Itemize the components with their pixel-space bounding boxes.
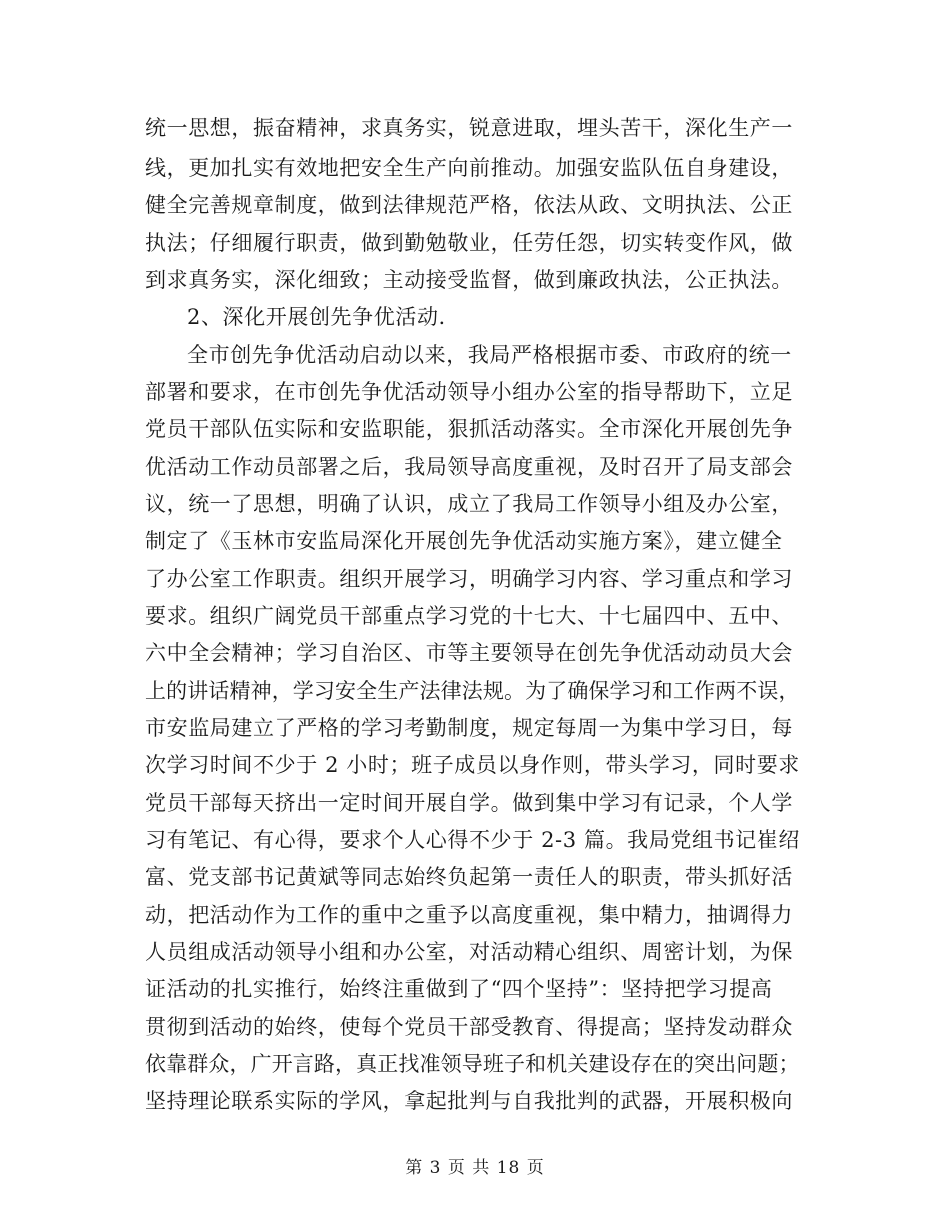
section-heading: 2、深化开展创先争优活动. bbox=[187, 305, 446, 329]
body-text-line: 线，更加扎实有效地把安全生产向前推动。加强安监队伍自身建设， bbox=[145, 156, 793, 180]
body-text-line: 依靠群众，广开言路，真正找准领导班子和机关建设存在的突出问题； bbox=[145, 1052, 800, 1076]
page-number-footer: 第 3 页 共 18 页 bbox=[405, 1158, 545, 1178]
body-text-line: 统一思想，振奋精神，求真务实，锐意进取，埋头苦干，深化生产一 bbox=[145, 116, 793, 140]
body-text-line: 了办公室工作职责。组织开展学习，明确学习内容、学习重点和学习 bbox=[145, 567, 793, 591]
body-text-line: 执法；仔细履行职责，做到勤勉敬业，任劳任怨，切实转变作风，做 bbox=[145, 231, 793, 255]
body-text-line: 党员干部每天挤出一定时间开展自学。做到集中学习有记录，个人学 bbox=[145, 791, 793, 815]
body-text-line: 富、党支部书记黄斌等同志始终负起第一责任人的职责，带头抓好活 bbox=[145, 865, 793, 889]
body-text-line: 优活动工作动员部署之后，我局领导高度重视，及时召开了局支部会 bbox=[145, 455, 793, 479]
body-text-line: 上的讲话精神，学习安全生产法律法规。为了确保学习和工作两不误， bbox=[145, 679, 800, 703]
body-text-line: 次学习时间不少于 2 小时；班子成员以身作则，带头学习，同时要求 bbox=[145, 753, 800, 777]
body-text-line: 部署和要求，在市创先争优活动领导小组办公室的指导帮助下，立足 bbox=[145, 380, 793, 404]
body-text-line: 到求真务实，深化细致；主动接受监督，做到廉政执法，公正执法。 bbox=[145, 268, 793, 292]
body-text-line: 动，把活动作为工作的重中之重予以高度重视，集中精力，抽调得力 bbox=[145, 903, 793, 927]
body-text-line: 六中全会精神；学习自治区、市等主要领导在创先争优活动动员大会 bbox=[145, 641, 793, 665]
body-text-line: 市安监局建立了严格的学习考勤制度，规定每周一为集中学习日，每 bbox=[145, 716, 793, 740]
body-text-line: 议，统一了思想，明确了认识，成立了我局工作领导小组及办公室， bbox=[145, 492, 793, 516]
body-text-line: 党员干部队伍实际和安监职能，狠抓活动落实。全市深化开展创先争 bbox=[145, 417, 793, 441]
body-text-line: 坚持理论联系实际的学风，拿起批判与自我批判的武器，开展积极向 bbox=[145, 1089, 793, 1113]
body-text-line: 习有笔记、有心得，要求个人心得不少于 2-3 篇。我局党组书记崔绍 bbox=[145, 828, 800, 852]
body-text-line: 人员组成活动领导小组和办公室，对活动精心组织、周密计划，为保 bbox=[145, 940, 793, 964]
body-text-line: 制定了《玉林市安监局深化开展创先争优活动实施方案》，建立健全 bbox=[145, 529, 783, 553]
body-text-line: 证活动的扎实推行，始终注重做到了“四个坚持”：坚持把学习提高 bbox=[145, 977, 773, 1001]
body-text-line: 贯彻到活动的始终，使每个党员干部受教育、得提高；坚持发动群众 bbox=[145, 1015, 793, 1039]
body-text-line: 全市创先争优活动启动以来，我局严格根据市委、市政府的统一 bbox=[187, 343, 792, 367]
body-text-line: 要求。组织广阔党员干部重点学习党的十七大、十七届四中、五中、 bbox=[145, 604, 793, 628]
body-text-line: 健全完善规章制度，做到法律规范严格，依法从政、文明执法、公正 bbox=[145, 193, 793, 217]
